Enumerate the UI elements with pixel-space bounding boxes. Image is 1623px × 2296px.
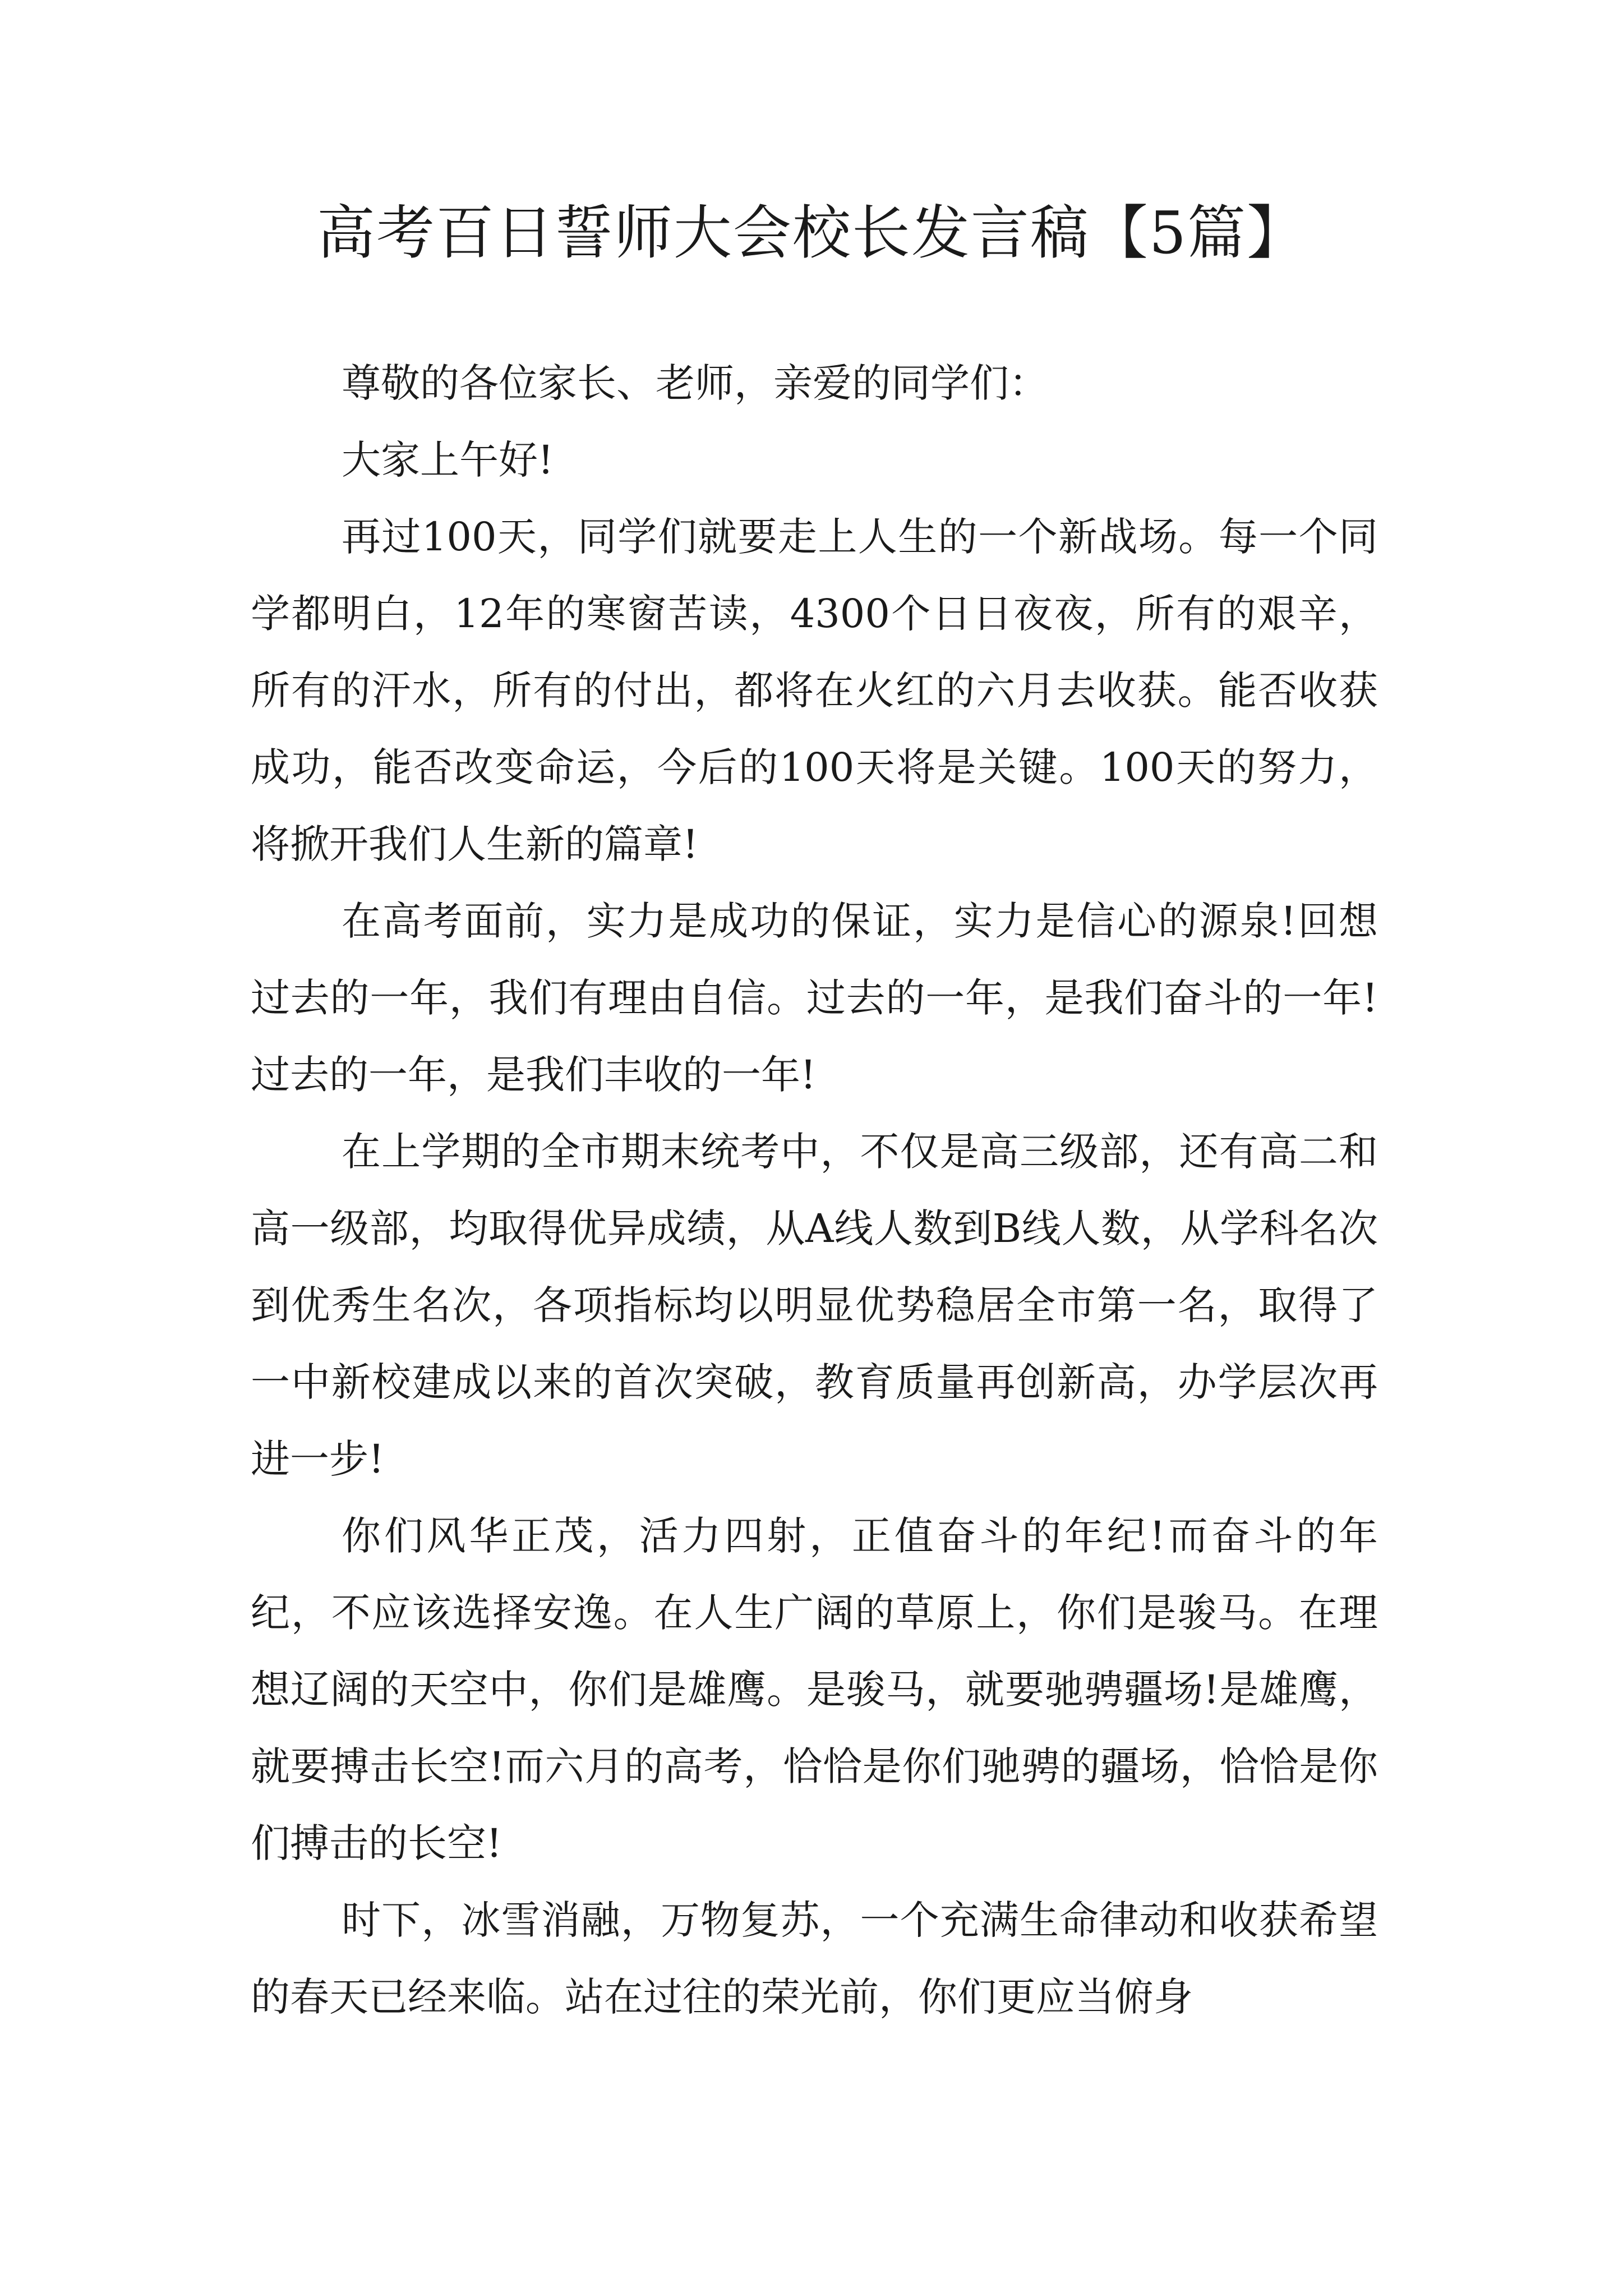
paragraph-salutation: 大家上午好! [342, 437, 554, 483]
paragraph: 时下，冰雪消融，万物复苏，一个充满生命律动和收获希望的春天已经来临。站在过往的荣光前，你们更应当俯身 [251, 1897, 1378, 2020]
document-title: 高考百日誓师大会校长发言稿【5篇】 [316, 199, 1307, 267]
paragraph: 再过100天，同学们就要走上人生的一个新战场。每一个同学都明白，12年的寒窗苦读，4300个日日夜夜，所有的艰辛，所有的汗水，所有的付出，都将在火红的六月去收获。能否收获成功，能否改变命运，今后的100天将是关键。100天的努力，将掀开我们人生新的篇章! [251, 514, 1378, 867]
paragraph: 你们风华正茂，活力四射，正值奋斗的年纪!而奋斗的年纪，不应该选择安逸。在人生广阔的草原上，你们是骏马。在理想辽阔的天空中，你们是雄鹰。是骏马，就要驰骋疆场!是雄鹰，就要搏击长空!而六月的高考，恰恰是你们驰骋的疆场，恰恰是你们搏击的长空! [251, 1513, 1378, 1866]
paragraph-greeting: 尊敬的各位家长、老师，亲爱的同学们： [342, 360, 1048, 406]
paragraph: 在高考面前，实力是成功的保证，实力是信心的源泉!回想过去的一年，我们有理由自信。过去的一年，是我们奋斗的一年!过去的一年，是我们丰收的一年! [251, 898, 1378, 1098]
paragraph: 在上学期的全市期末统考中，不仅是高三级部，还有高二和高一级部，均取得优异成绩，从A线人数到B线人数，从学科名次到优秀生名次，各项指标均以明显优势稳居全市第一名，取得了一中新校建成以来的首次突破，教育质量再创新高，办学层次再进一步! [251, 1129, 1378, 1482]
document-body [251, 345, 1378, 2036]
